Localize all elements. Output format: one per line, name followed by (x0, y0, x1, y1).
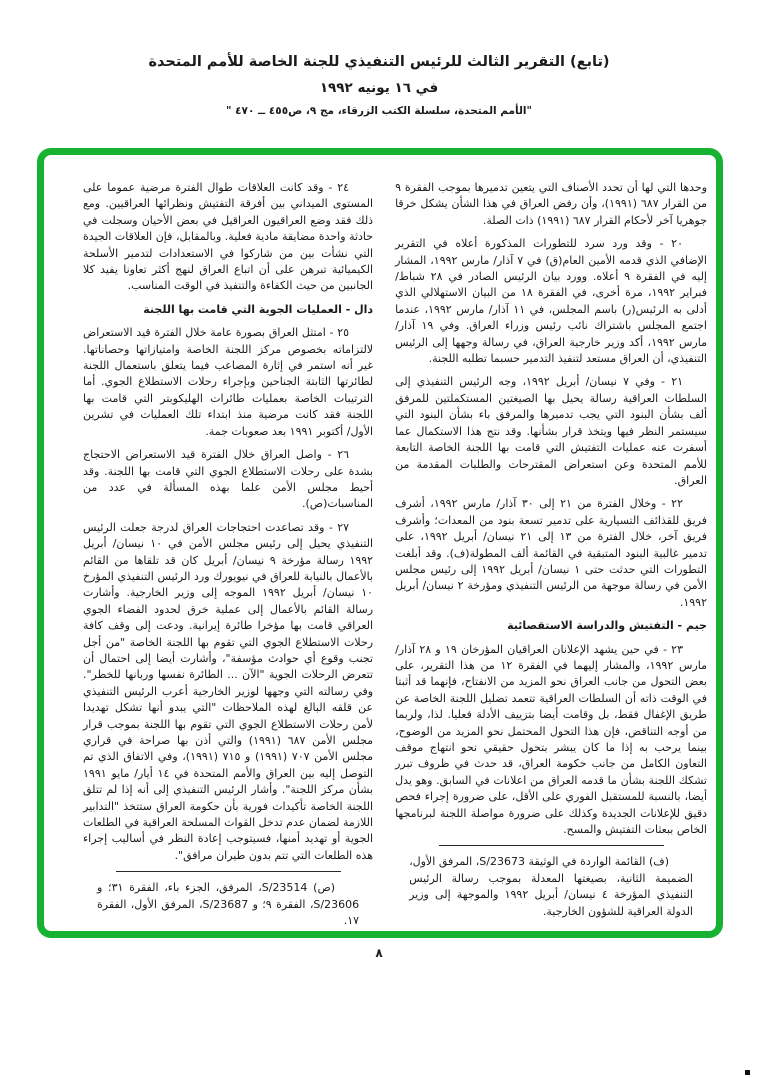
paragraph-20: ٢٠ - وقد ورد سرد للتطورات المذكورة أعلاه في التقرير الإضافي الذي قدمه الأمين العام(ق) في ٧ آذار/ مارس ١٩٩٢، المشار إليه في الفقرة ٩ أعلاه. وورد بيان الرئيس الصادر في ٢٨ شباط/ فبراير ١٩٩٢، مرة أخرى، في الفقرة ١٨ من البيان الاستهلالي الذي أدلى به الرئيس(ر) باسم المجلس، في ١١ آذار/ مارس ١٩٩٢، عندما اجتمع المجلس باشتراك نائب رئيس وزراء العراق. وفي ١٩ آذار/ مارس ١٩٩٢، أكد وزير خارجية العراق، في رسالة وجهها إلى الرئيس التنفيذي، أن العراق مستعد لتنفيذ التدمير حسبما تطلبه اللجنة. (395, 237, 708, 366)
paragraph-26: ٢٦ - واصل العراق خلال الفترة قيد الاستعراض الاحتجاج بشدة على رحلات الاستطلاع الجوي التي قامت بها اللجنة. وقد أحيط مجلس الأمن علما بهذه المسألة في عدد من المناسبات(ص). (83, 448, 374, 511)
document-date: في ١٦ يونيه ١٩٩٢ (319, 79, 439, 96)
paragraph-23: ٢٣ - في حين يشهد الإعلانان العراقيان المؤرخان ١٩ و ٢٨ آذار/ مارس ١٩٩٢، والمشار إليهما في الفقرة ١٢ من هذا التقرير، على بعض التحول من جانب العراق نحو المزيد من الانفتاح، فإنهما قد أثبتا في الوقت ذاته أن السلطات العراقية تتعمد تضليل اللجنة الخاصة عن طريق الإغفال فقط، بل وقامت أيضا بتزييف الأدلة فعليا. لذا، ولربما من أوجه التناقض، فإن هذا التحول المحتمل نحو المزيد من الوضوح، بينما يرحب به إذا ما كان يبشر بتحول حقيقي نحو انتهاج موقف التعاون الكامل من جانب حكومة العراق، قد حدث في ظروف تبرر تشكك اللجنة بشأن ما قدمه العراق من اعلانات في السابق. وهو يدل أيضا، بالنسبة للمستقبل الفوري على الأقل، على ضرورة إجراء فحص دقيق للإعلانات الجديدة وكذلك على ضرورة مواصلة اللجنة لبرنامجها الخاص ببعثات التفتيش والمسح. (395, 642, 707, 837)
section-heading-inspection: جيم - التفتيش والدراسة الاستقصائية (507, 619, 707, 633)
footnote-s: (ص) S/23514، المرفق، الجزء باء، الفقرة ٣١؛ و S/23606، الفقرة ٩؛ و S/23687، المرفق الأول، الفقرة ١٧. (97, 881, 360, 928)
footnote-f: (ف) القائمة الواردة في الوثيقة S/23673، المرفق الأول، الضميمة الثانية، بصيغتها المعدلة بموجب رسالة الرئيس التنفيذي المؤرخة ٤ نيسان/ أبريل ١٩٩٢ والموجهة إلى وزير الدولة العراقية للشؤون الخارجية. (409, 855, 693, 918)
paragraph-22: ٢٢ - وخلال الفترة من ٢١ إلى ٣٠ آذار/ مارس ١٩٩٢، أشرف فريق للقذائف التسيارية على تدمير تسعة بنود من المعدات؛ وأشرف فريق آخر، خلال الفترة من ١٣ إلى ٢١ نيسان/ أبريل ١٩٩٢، على تدمير غالبية البنود المتبقية في القائمة ألف المطولة(ف). وقد أبلغت التطورات التي حدثت حتى ١ نيسان/ أبريل ١٩٩٢ إلى رئيس مجلس الأمن في رسالة موجهة من الرئيس التنفيذي ومؤرخة ٢ نيسان/ أبريل ١٩٩٢. (395, 497, 707, 609)
document-header (0, 52, 758, 117)
green-highlight-box (37, 148, 723, 938)
paragraph-21: ٢١ - وفي ٧ نيسان/ أبريل ١٩٩٢، وجه الرئيس التنفيذي إلى السلطات العراقية رسالة يحيل بها الصيغتين المستكملتين للمرفق ألف بشأن البنود التي يجب تدميرها والمرفق باء بشأن البنود التي سيستمر النظر فيها ويتخذ قرار بشأنها. وقد نتج هذا الاستكمال عما أسفرت عنه عمليات التفتيش التي قامت بها اللجنة الخاصة التابعة للأمم المتحدة وعن استعراض المقترحات والطلبات المقدمة من العراق. (395, 375, 707, 487)
paragraph-25: ٢٥ - امتثل العراق بصورة عامة خلال الفترة قيد الاستعراض لالتزاماته بخصوص مركز اللجنة الخاصة وامتيازاتها وحصاناتها. غير أنه استمر في إثارة المصاعب فيما يتعلق باستعمال اللجنة لطائرتها الثابتة الجناحين وبإجراء رحلات الاستطلاع الجوي. أما الترتيبات الخاصة بعمليات طائرات الهليكوبتر التي قامت بها اللجنة فقد كانت مرضية منذ ابتداء تلك العمليات في تشرين الأول/ أكتوبر ١٩٩١ بعد صعوبات جمة. (83, 326, 374, 438)
paragraph-27: ٢٧ - وقد تصاعدت احتجاجات العراق لدرجة جعلت الرئيس التنفيذي يحيل إلى رئيس مجلس الأمن في ١٠ نيسان/ أبريل ١٩٩٢ رسالة مؤرخة ٩ نيسان/ أبريل كان قد تلقاها من القائم بالأعمال بالنيابة للعراق في نيويورك ورد الرئيس التنفيذي المؤرخ ١٠ نيسان/ أبريل ١٩٩٢ الموجه إلى وزير الخارجية. وأشارت رسالة القائم بالأعمال إلى عملية خرق لحدود الفضاء الجوي العراقي قامت بها مؤخرا طائرة إيرانية. ودعت إلى وقف كافة رحلات الاستطلاع الجوي التي تقوم بها اللجنة الخاصة "من أجل تجنب وقوع أي حوادث مؤسفة"، وأشارت أيضا إلى احتمال أن تتعرض الرحلات الجوية "الآن ... الطائرة نفسها وربانها للخطر". وفي رسالته التي وجهها لوزير الخارجية أعرب الرئيس التنفيذي عن قلقه البالغ لهذه الملاحظات "التي يبدو أنها تشكل تهديدا لأمن رحلات الاستطلاع الجوي التي تقوم بها اللجنة بموجب قرار مجلس الأمن ٦٨٧ (١٩٩١) والتي أذن بها صراحة في قراري مجلس الأمن ٧٠٧ (١٩٩١) و ٧١٥ (١٩٩١)، وفي الاتفاق الذي تم التوصل إليه بين العراق والأمم المتحدة في ١٤ أيار/ مايو ١٩٩١ بشأن مركز اللجنة". وأشار الرئيس التنفيذي إلى أنه إذا لم تتلق اللجنة الخاصة تأكيدات فورية بأن حكومة العراق ستتخذ "التدابير اللازمة لضمان عدم تدخل القوات المسلحة العراقية في الطلعات الجوية أو تهديد أمنها، فسيتوجب إعادة النظر في أساليب إجراء هذه الطلعات التي تتم بدون طيران مرافق". (83, 520, 374, 862)
paragraph-continuation: وحدها التي لها أن تحدد الأصناف التي يتعين تدميرها بموجب الفقرة ٩ من القرار ٦٨٧ (١٩٩١)، وأن رفض العراق في هذا الشأن يشكل خرقا جوهريا آخر لأحكام القرار ٦٨٧ (١٩٩١) ذات الصلة. (395, 181, 708, 227)
document-source-citation: "الأمم المتحدة، سلسلة الكتب الزرقاء، مج ٩، ص٤٥٥ ــ ٤٧٠ " (226, 104, 532, 117)
page-number: ٨ (375, 946, 383, 960)
section-heading-aerial-operations: دال - العمليات الجوية التي قامت بها اللجنة (143, 302, 374, 316)
scan-artifact-dot (745, 1070, 750, 1075)
paragraph-24: ٢٤ - وقد كانت العلاقات طوال الفترة مرضية عموما على المستوى الميداني بين أفرقة التفتيش ونظرائها العراقيين. ومع ذلك فقد وضع العراقيون العراقيل في بعض الأحيان وسجلت في حادثة واحدة مضايقة مادية فعلية. وبالمقابل، فإن العلاقات الجيدة التي نشأت بين من شاركوا في الاستعدادات لتدمير الأسلحة الكيميائية تبرهن على أن اتباع العراق لنهج أكثر تعاونا يفيد كلا الجانبين من حيث الكفاءة والتنفيذ في الوقت المناسب. (83, 181, 374, 293)
document-title: (تابع) التقرير الثالث للرئيس التنفيذي للجنة الخاصة للأمم المتحدة (148, 54, 610, 70)
